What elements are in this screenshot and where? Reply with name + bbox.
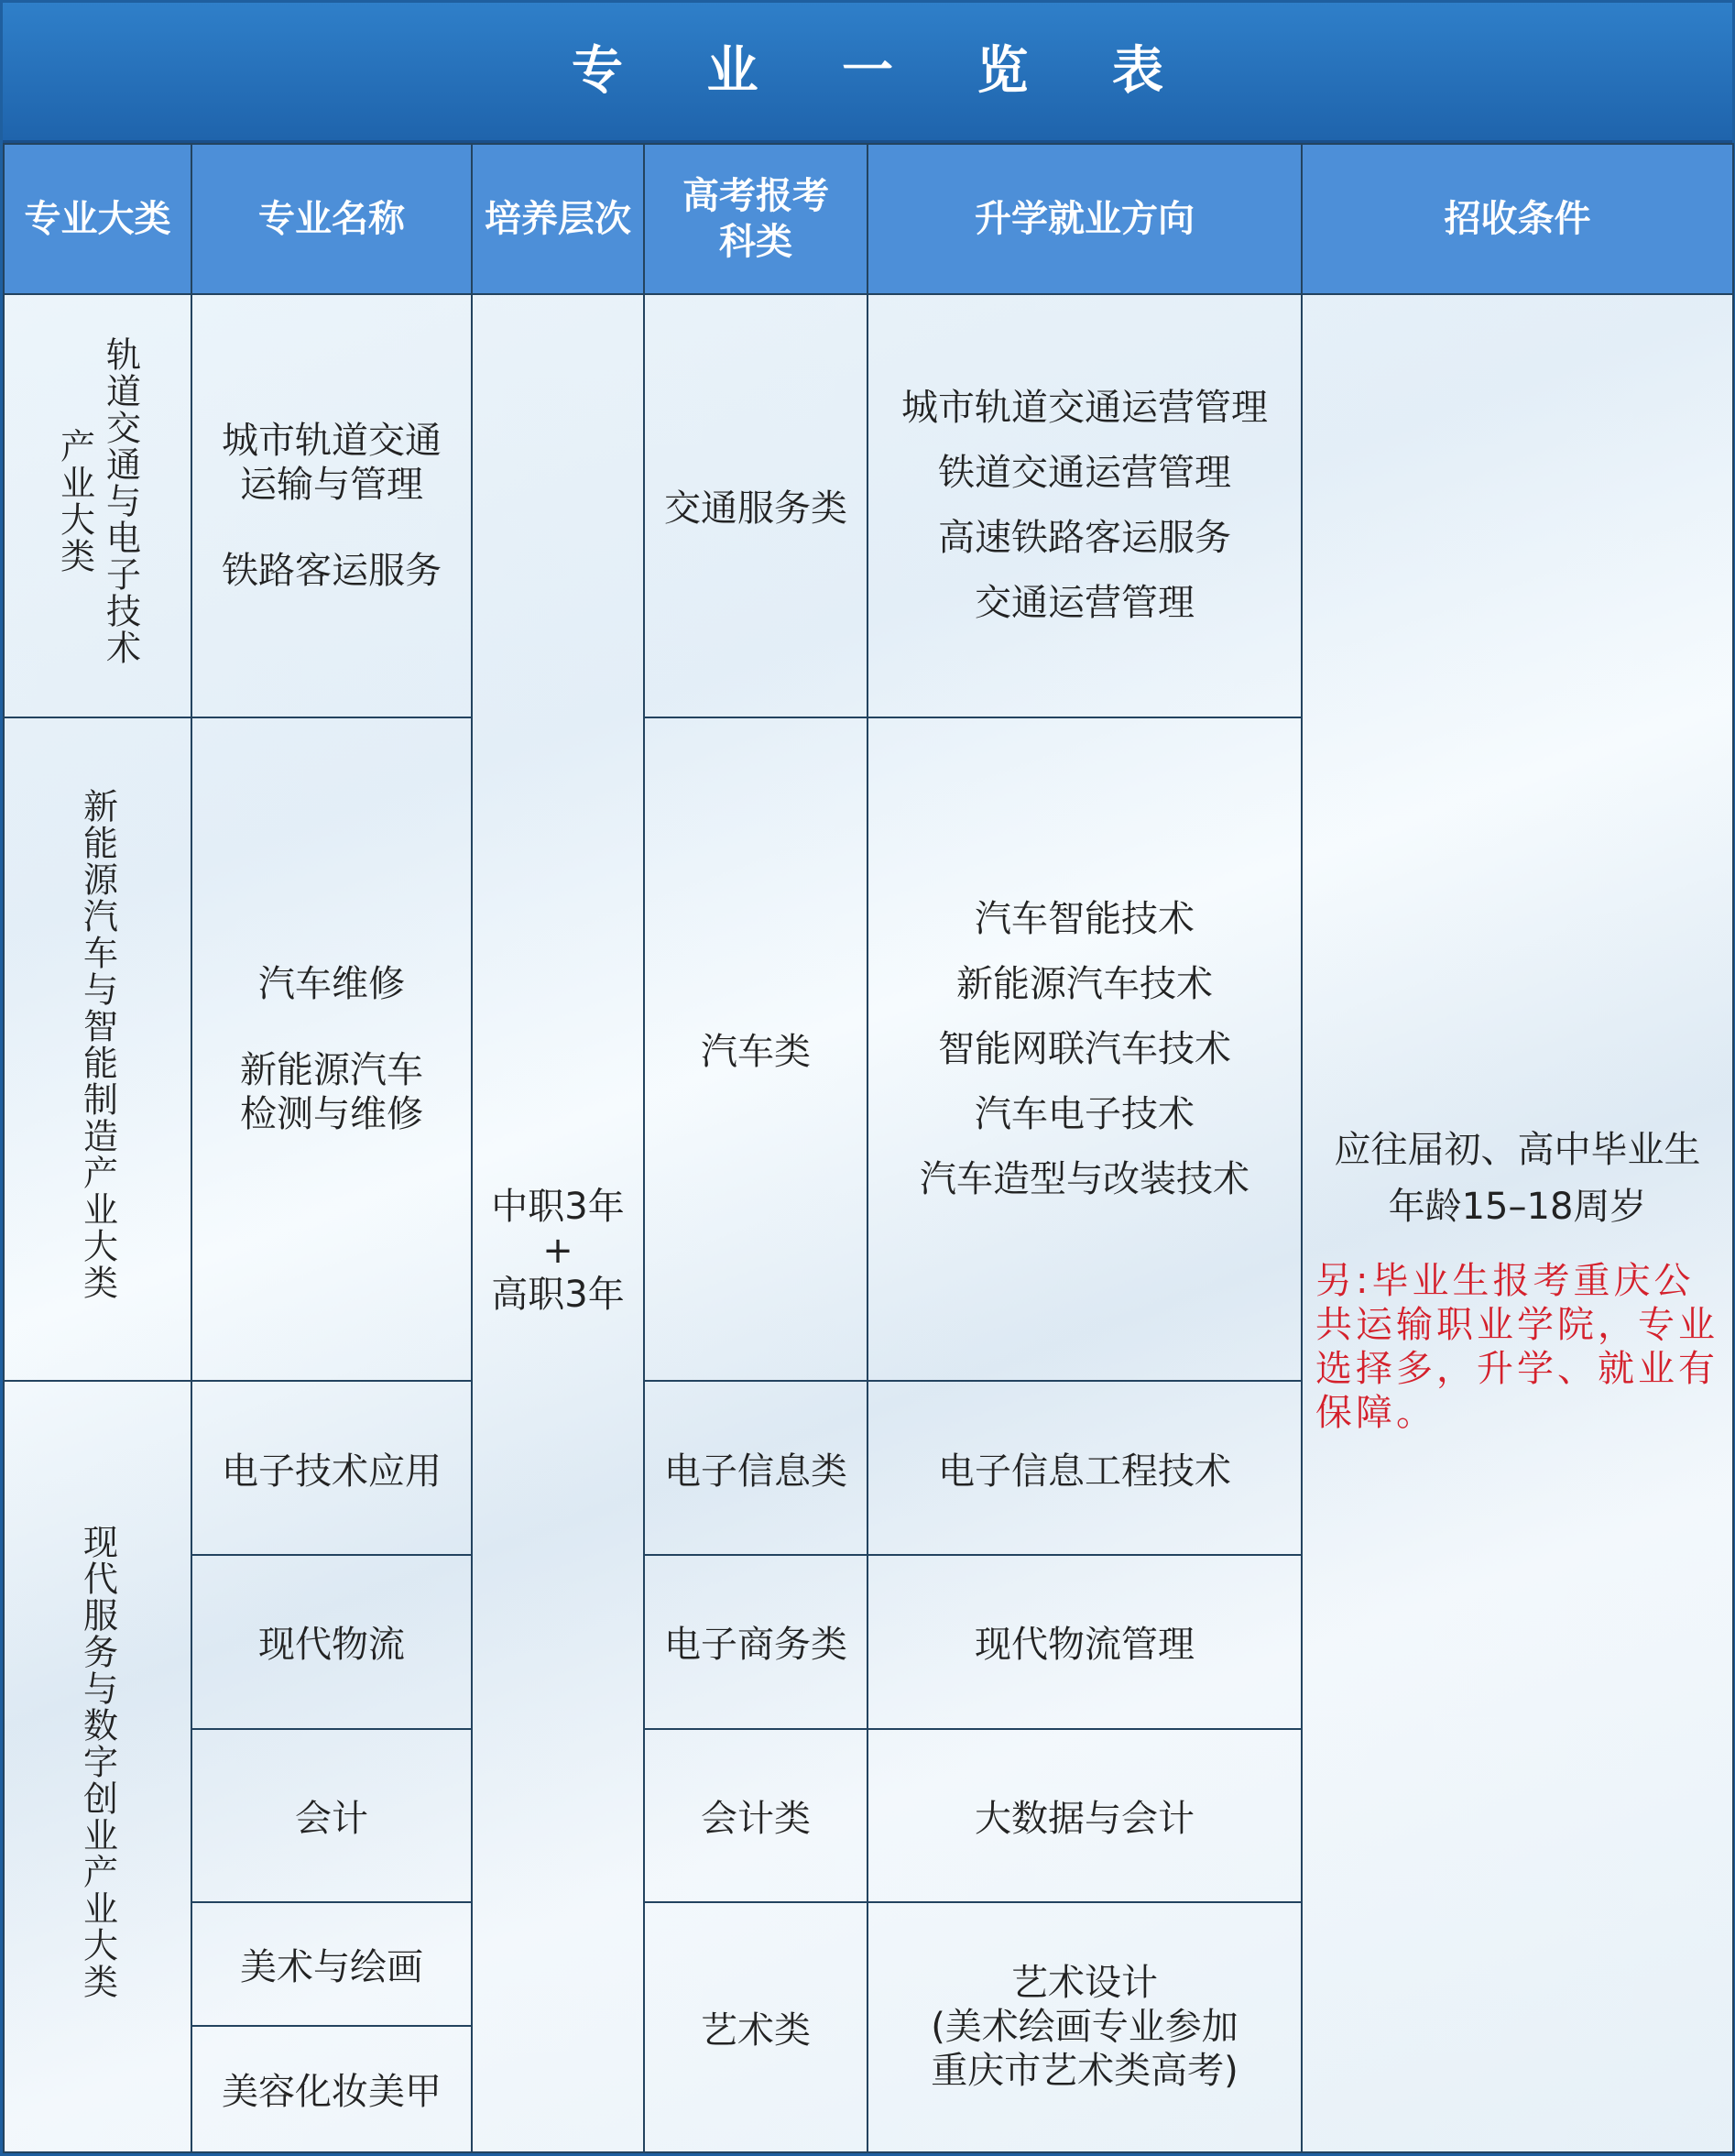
level-cell (472, 294, 644, 2152)
major-cell: 现代物流 (191, 1555, 472, 1728)
category-cell (4, 294, 191, 717)
direction-cell (868, 294, 1302, 717)
major-name: 铁路客运服务 (222, 549, 442, 592)
direction-cell: 大数据与会计 (868, 1729, 1302, 1902)
category-label: 新能源汽车与智能制造产业大类 (77, 787, 118, 1301)
exam-cell: 艺术类 (644, 1902, 868, 2152)
major-name-line: 城市轨道交通 (222, 419, 442, 462)
major-name-line: 检测与维修 (240, 1092, 423, 1135)
conditions-cell (1302, 294, 1733, 2152)
direction-item: 汽车智能技术 (975, 897, 1195, 940)
exam-cell: 电子信息类 (644, 1381, 868, 1555)
header-conditions: 招收条件 (1302, 144, 1733, 294)
exam-cell: 汽车类 (644, 717, 868, 1382)
category-cell (4, 717, 191, 1382)
major-cell: 电子技术应用 (191, 1381, 472, 1555)
header-exam (644, 144, 868, 294)
level-line-1: 中职3年 (491, 1186, 625, 1229)
direction-item: 智能网联汽车技术 (938, 1027, 1231, 1070)
direction-cell (868, 717, 1302, 1382)
condition-note: 另:毕业生报考重庆公共运输职业学院，专业选择多，升学、就业有保障。 (1315, 1260, 1719, 1435)
major-cell: 会计 (191, 1729, 472, 1902)
direction-line: 重庆市艺术类高考) (931, 2050, 1239, 2093)
direction-item: 铁道交通运营管理 (938, 452, 1231, 495)
major-cell (191, 294, 472, 717)
header-row (4, 144, 1733, 294)
major-name-line: 新能源汽车 (240, 1048, 423, 1091)
condition-line-2: 年龄15–18周岁 (1388, 1186, 1647, 1229)
condition-line-1: 应往届初、高中毕业生 (1334, 1129, 1701, 1172)
direction-item: 高速铁路客运服务 (938, 517, 1231, 560)
major-cell (191, 717, 472, 1382)
major-name-line: 运输与管理 (240, 463, 423, 506)
direction-item: 汽车电子技术 (975, 1092, 1195, 1135)
header-category: 专业大类 (4, 144, 191, 294)
header-major: 专业名称 (191, 144, 472, 294)
level-line-2: 高职3年 (491, 1274, 625, 1317)
exam-cell: 交通服务类 (644, 294, 868, 717)
direction-line: 艺术设计 (1011, 1962, 1158, 2005)
table-row (4, 294, 1733, 717)
direction-item: 汽车造型与改装技术 (920, 1157, 1249, 1200)
direction-item: 城市轨道交通运营管理 (901, 387, 1268, 430)
major-cell: 美容化妆美甲 (191, 2026, 472, 2152)
exam-cell: 会计类 (644, 1729, 868, 1902)
direction-cell (868, 1902, 1302, 2152)
category-label: 现代服务与数字创业产业大类 (77, 1524, 118, 2001)
header-level: 培养层次 (472, 144, 644, 294)
category-label: 轨道交通与电子技术产业大类 (54, 335, 141, 666)
majors-table (3, 143, 1734, 2153)
major-cell: 美术与绘画 (191, 1902, 472, 2026)
direction-line: (美术绘画专业参加 (931, 2006, 1239, 2049)
header-direction: 升学就业方向 (868, 144, 1302, 294)
category-cell (4, 1381, 191, 2152)
header-exam-label: 高考报考科类 (682, 175, 829, 264)
direction-item: 新能源汽车技术 (956, 962, 1213, 1005)
direction-cell: 现代物流管理 (868, 1555, 1302, 1728)
exam-cell: 电子商务类 (644, 1555, 868, 1728)
major-name: 汽车维修 (258, 962, 405, 1005)
direction-cell: 电子信息工程技术 (868, 1381, 1302, 1555)
direction-item: 交通运营管理 (975, 582, 1195, 625)
level-plus: + (542, 1230, 573, 1273)
page-title: 专 业 一 览 表 (3, 3, 1732, 143)
